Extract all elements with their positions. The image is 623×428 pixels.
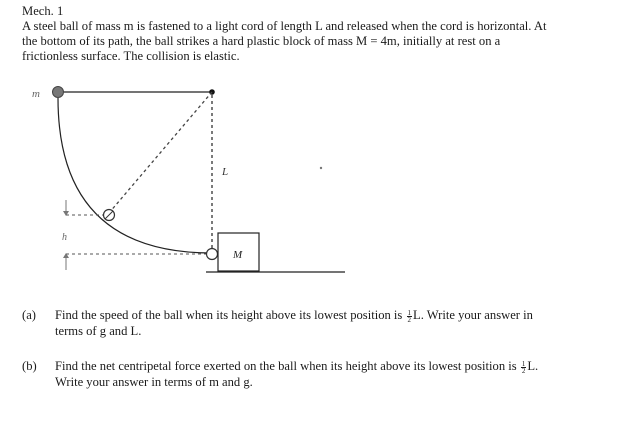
fraction-b-numerator: 1 (521, 359, 526, 368)
part-b-letter: (b) (22, 359, 37, 373)
part-a-letter: (a) (22, 308, 36, 322)
intro-line-1: A steel ball of mass m is fastened to a light cord of length L and released when the cord is horizontal. At (22, 19, 547, 33)
block-label-M: M (233, 249, 243, 261)
intro-line-2: the bottom of its path, the ball strikes a hard plastic block of mass M = 4m, initially at rest on a (22, 34, 501, 48)
part-a-text-after: L. Write your answer in (413, 308, 533, 322)
part-b-text-before: Find the net centripetal force exerted on the ball when its height above its lowest position is (55, 359, 517, 373)
fraction-one-half-a (407, 310, 413, 323)
fraction-a-numerator: 1 (407, 308, 411, 317)
problem-title: Mech. 1 (22, 4, 64, 18)
height-label-h: h (62, 232, 67, 243)
fraction-b-denominator: 2 (521, 366, 526, 375)
intro-line-3: frictionless surface. The collision is elastic. (22, 49, 240, 63)
scan-speck (320, 167, 322, 169)
mass-label-m: m (32, 88, 40, 100)
part-b-line-2: Write your answer in terms of m and g. (55, 375, 253, 389)
part-a-line-2: terms of g and L. (55, 324, 142, 338)
part-b-line-1 (55, 359, 538, 374)
part-b-text-after: L. (527, 359, 539, 373)
ball-bottom (207, 249, 218, 260)
cord-diagonal-dashed (109, 92, 212, 213)
ball-initial (53, 87, 64, 98)
part-a-line-1 (55, 308, 533, 323)
part-a-text-before: Find the speed of the ball when its height above its lowest position is (55, 308, 403, 322)
fraction-a-denominator: 2 (407, 315, 411, 324)
length-label-L: L (222, 166, 229, 178)
ball-arc-path (58, 98, 212, 253)
fraction-one-half-b (521, 361, 527, 374)
